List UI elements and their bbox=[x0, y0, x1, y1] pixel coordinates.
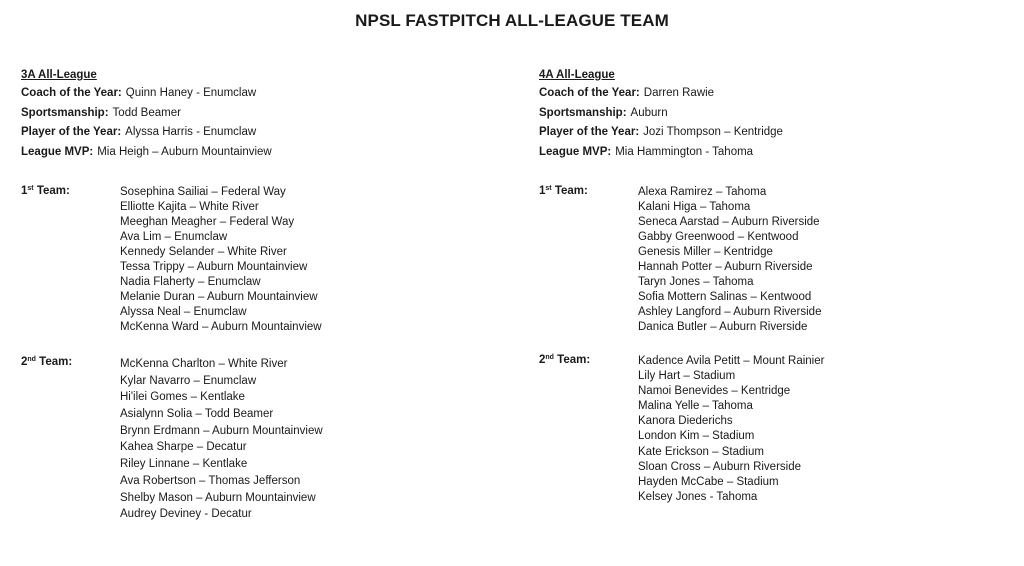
award-label: Sportsmanship: bbox=[21, 106, 109, 119]
award-coach-of-year bbox=[539, 84, 1009, 104]
award-label: Coach of the Year: bbox=[539, 87, 640, 99]
team-label: 2nd Team: bbox=[539, 354, 591, 366]
player-item: London Kim – Stadium bbox=[638, 430, 755, 443]
award-label: League MVP: bbox=[21, 145, 94, 158]
award-label: Player of the Year: bbox=[21, 126, 122, 138]
column-4a bbox=[539, 67, 1009, 503]
award-value: Mia Hammington - Tahoma bbox=[615, 145, 754, 158]
section-heading: 3A All-League bbox=[21, 69, 97, 81]
player-item: Danica Butler – Auburn Riverside bbox=[638, 321, 808, 333]
player-item: Taryn Jones – Tahoma bbox=[638, 276, 754, 288]
team-label: 1st Team: bbox=[539, 185, 588, 197]
award-label: Sportsmanship: bbox=[539, 106, 627, 119]
player-item: Shelby Mason – Auburn Mountainview bbox=[120, 491, 316, 504]
player-item: Sloan Cross – Auburn Riverside bbox=[638, 460, 801, 473]
award-value: Quinn Haney - Enumclaw bbox=[125, 87, 257, 99]
player-item: Malina Yelle – Tahoma bbox=[638, 400, 753, 413]
player-item: Lily Hart – Stadium bbox=[638, 370, 736, 383]
player-item: Kahea Sharpe – Decatur bbox=[120, 441, 247, 454]
player-item: Sosephina Sailiai – Federal Way bbox=[120, 186, 286, 198]
award-player-of-year bbox=[21, 123, 501, 143]
award-sportsmanship bbox=[21, 104, 501, 124]
player-item: Ashley Langford – Auburn Riverside bbox=[638, 306, 822, 318]
player-item: Brynn Erdmann – Auburn Mountainview bbox=[120, 424, 323, 437]
player-item: Seneca Aarstad – Auburn Riverside bbox=[638, 216, 820, 228]
player-item: Hayden McCabe – Stadium bbox=[638, 475, 779, 488]
award-label: Coach of the Year: bbox=[21, 87, 122, 99]
player-item: Hi'ilei Gomes – Kentlake bbox=[120, 391, 245, 404]
player-item: Asialynn Solia – Todd Beamer bbox=[120, 408, 274, 421]
award-label: Player of the Year: bbox=[539, 126, 640, 138]
player-list bbox=[638, 185, 821, 335]
player-item: Hannah Potter – Auburn Riverside bbox=[638, 261, 813, 273]
award-value: Todd Beamer bbox=[112, 106, 181, 119]
award-value: Mia Heigh – Auburn Mountainview bbox=[97, 145, 272, 158]
player-item: Nadia Flaherty – Enumclaw bbox=[120, 276, 261, 288]
player-item: Gabby Greenwood – Kentwood bbox=[638, 231, 799, 243]
award-label: League MVP: bbox=[539, 145, 612, 158]
award-league-mvp bbox=[539, 143, 1009, 163]
player-item: Riley Linnane – Kentlake bbox=[120, 458, 248, 471]
column-3a bbox=[21, 67, 501, 521]
player-item: Kanora Diederichs bbox=[638, 415, 733, 428]
player-item: McKenna Charlton – White River bbox=[120, 358, 288, 370]
page-title: NPSL FASTPITCH ALL-LEAGUE TEAM bbox=[355, 11, 669, 30]
player-list bbox=[120, 185, 322, 335]
award-value: Auburn bbox=[630, 106, 668, 119]
player-list bbox=[120, 356, 323, 523]
award-value: Jozi Thompson – Kentridge bbox=[643, 126, 783, 138]
player-item: Tessa Trippy – Auburn Mountainview bbox=[120, 261, 308, 273]
player-item: Alyssa Neal – Enumclaw bbox=[120, 306, 247, 318]
player-item: Sofia Mottern Salinas – Kentwood bbox=[638, 291, 812, 303]
player-item: McKenna Ward – Auburn Mountainview bbox=[120, 321, 322, 333]
player-item: Genesis Miller – Kentridge bbox=[638, 246, 773, 258]
player-item: Kylar Navarro – Enumclaw bbox=[120, 374, 257, 387]
player-item: Ava Robertson – Thomas Jefferson bbox=[120, 474, 301, 487]
section-heading: 4A All-League bbox=[539, 69, 615, 81]
award-coach-of-year bbox=[21, 84, 501, 104]
player-item: Namoi Benevides – Kentridge bbox=[638, 385, 791, 398]
player-item: Kadence Avila Petitt – Mount Rainier bbox=[638, 355, 825, 367]
player-item: Kennedy Selander – White River bbox=[120, 246, 287, 258]
player-item: Elliotte Kajita – White River bbox=[120, 201, 259, 213]
player-item: Alexa Ramirez – Tahoma bbox=[638, 186, 767, 198]
player-item: Kelsey Jones - Tahoma bbox=[638, 490, 758, 503]
player-item: Kalani Higa – Tahoma bbox=[638, 201, 751, 213]
award-player-of-year bbox=[539, 123, 1009, 143]
team-label: 1st Team: bbox=[21, 185, 70, 197]
team-label: 2nd Team: bbox=[21, 356, 73, 368]
player-item: Meeghan Meagher – Federal Way bbox=[120, 216, 295, 228]
award-sportsmanship bbox=[539, 104, 1009, 124]
player-item: Audrey Deviney - Decatur bbox=[120, 508, 252, 521]
award-value: Darren Rawie bbox=[643, 87, 715, 99]
player-item: Melanie Duran – Auburn Mountainview bbox=[120, 291, 318, 303]
player-item: Kate Erickson – Stadium bbox=[638, 445, 764, 458]
award-league-mvp bbox=[21, 143, 501, 163]
player-list bbox=[638, 354, 824, 505]
player-item: Ava Lim – Enumclaw bbox=[120, 231, 228, 243]
award-value: Alyssa Harris - Enumclaw bbox=[125, 126, 257, 138]
